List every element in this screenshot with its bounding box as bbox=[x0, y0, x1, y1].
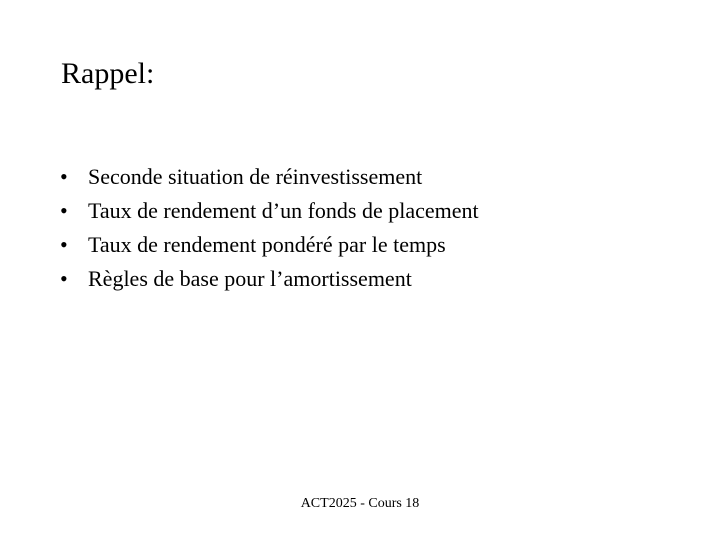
bullet-icon: • bbox=[60, 164, 68, 189]
slide-title: Rappel: bbox=[61, 57, 155, 90]
list-item bbox=[60, 262, 479, 296]
bullet-text: Taux de rendement pondéré par le temps bbox=[88, 232, 446, 257]
bullet-icon: • bbox=[60, 266, 68, 291]
list-item bbox=[60, 228, 479, 262]
bullet-text: Taux de rendement d’un fonds de placement bbox=[88, 198, 479, 223]
list-item bbox=[60, 160, 479, 194]
bullet-list bbox=[60, 160, 479, 296]
list-item bbox=[60, 194, 479, 228]
bullet-icon: • bbox=[60, 198, 68, 223]
bullet-icon: • bbox=[60, 232, 68, 257]
bullet-text: Règles de base pour l’amortissement bbox=[88, 266, 412, 291]
slide-footer: ACT2025 - Cours 18 bbox=[300, 496, 420, 511]
bullet-text: Seconde situation de réinvestissement bbox=[88, 164, 423, 189]
